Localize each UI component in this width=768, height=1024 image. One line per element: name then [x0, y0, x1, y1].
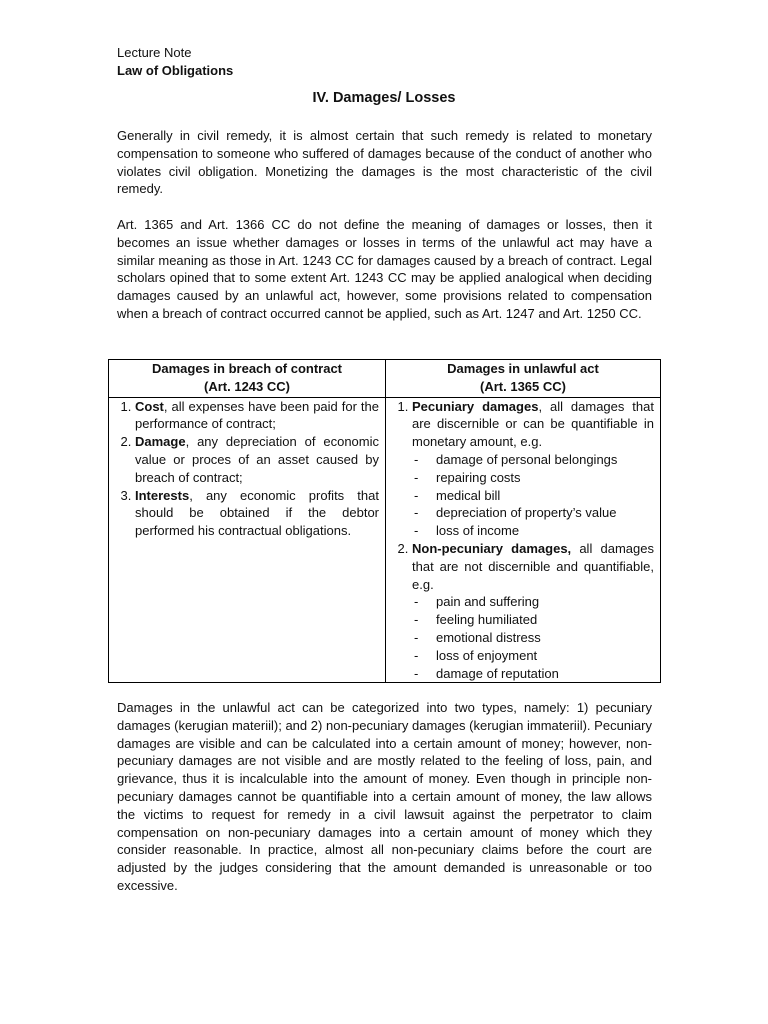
item-term: Interests — [135, 487, 190, 503]
example-item: - damage of personal belongings — [414, 451, 654, 469]
example-item: - medical bill — [414, 487, 654, 505]
example-list — [412, 593, 654, 682]
paragraph-damage-types: Damages in the unlawful act can be categorized into two types, namely: 1) pecuniary damages (kerugian materiil); and 2) non-pecuniary damages (kerugian immateriil). Pecuniary damages are visible and can be calculated into a certain amount of money; however, non-pecuniary damages are not visible and are mostly related to the feeling of loss, pain, and grievance, thus it is incalculable into the amount of money. Even though in principle non-pecuniary damages cannot be quantifiable into a certain amount of money, the law allows the victims to request for remedy in a civil lawsuit against the perpetrator to claim compensation on non-pecuniary damages into a certain amount of money which they consider reasonable. In practice, almost all non-pecuniary claims before the court are adjusted by the judges considering that the amount demanded is unreasonable or too excessive. — [117, 700, 652, 893]
header-heading: Damages in breach of contract — [152, 361, 342, 376]
item-term: Damage — [135, 434, 186, 450]
table-header-breach-of-contract — [109, 360, 386, 398]
example-item: - feeling humiliated — [414, 611, 654, 629]
item-text: , all expenses have been paid for the performance of contract; — [135, 398, 379, 432]
table-header-unlawful-act — [386, 360, 661, 398]
item-term: Non-pecuniary damages, — [412, 540, 572, 556]
item-term: Pecuniary damages — [412, 398, 539, 414]
list-item — [135, 433, 379, 486]
item-text: , any economic profits that should be obtained if the debtor performed his contractual obligations. — [135, 487, 379, 539]
unlawful-act-list — [392, 398, 654, 683]
table-header-row — [109, 360, 661, 398]
list-item — [412, 398, 654, 540]
item-term: Cost — [135, 398, 164, 414]
example-item: - depreciation of property’s value — [414, 504, 654, 522]
list-item — [135, 487, 379, 540]
example-item: - repairing costs — [414, 469, 654, 487]
breach-of-contract-list — [115, 398, 379, 540]
example-item: - loss of income — [414, 522, 654, 540]
paragraph-civil-remedy: Generally in civil remedy, it is almost certain that such remedy is related to monetary compensation to someone who suffered of damages because of the conduct of another who violates civil obligation. Monetizing the damages is the most characteristic of the civil remedy. — [117, 128, 652, 197]
unlawful-act-cell — [386, 397, 661, 683]
header-subheading: (Art. 1243 CC) — [204, 378, 290, 394]
section-title: IV. Damages/ Losses — [312, 90, 456, 106]
header-course-title: Law of Obligations — [117, 63, 234, 78]
example-list — [412, 451, 654, 540]
table-row — [109, 397, 661, 683]
header-subheading: (Art. 1365 CC) — [480, 378, 566, 394]
item-text: all damages that are not discernible and quantifiable, e.g. — [412, 540, 654, 592]
list-item — [135, 398, 379, 434]
document-header — [117, 44, 233, 80]
item-text: , any depreciation of economic value or proces of an asset caused by breach of contract; — [135, 434, 379, 485]
paragraph-art-1365: Art. 1365 and Art. 1366 CC do not define the meaning of damages or losses, then it becomes an issue whether damages or losses in terms of the unlawful act may have a similar meaning as those in Art. 1243 CC for damages caused by a breach of contract. Legal scholars opined that to some extent Art. 1243 CC may be applied analogical when deciding damages caused by an unlawful act, however, some provisions related to compensation when a breach of contract occurred cannot be applied, such as Art. 1247 and Art. 1250 CC. — [117, 217, 652, 321]
example-item: - emotional distress — [414, 629, 654, 647]
example-item: - damage of reputation — [414, 665, 654, 683]
header-heading: Damages in unlawful act — [447, 361, 599, 376]
list-item — [412, 540, 654, 682]
damages-comparison-table — [108, 359, 661, 683]
example-item: - loss of enjoyment — [414, 647, 654, 665]
header-lecture-note: Lecture Note — [117, 45, 192, 60]
item-text: , all damages that are discernible or can be quantifiable in monetary amount, e.g. — [412, 398, 654, 450]
example-item: - pain and suffering — [414, 593, 654, 611]
breach-of-contract-cell — [109, 397, 386, 683]
